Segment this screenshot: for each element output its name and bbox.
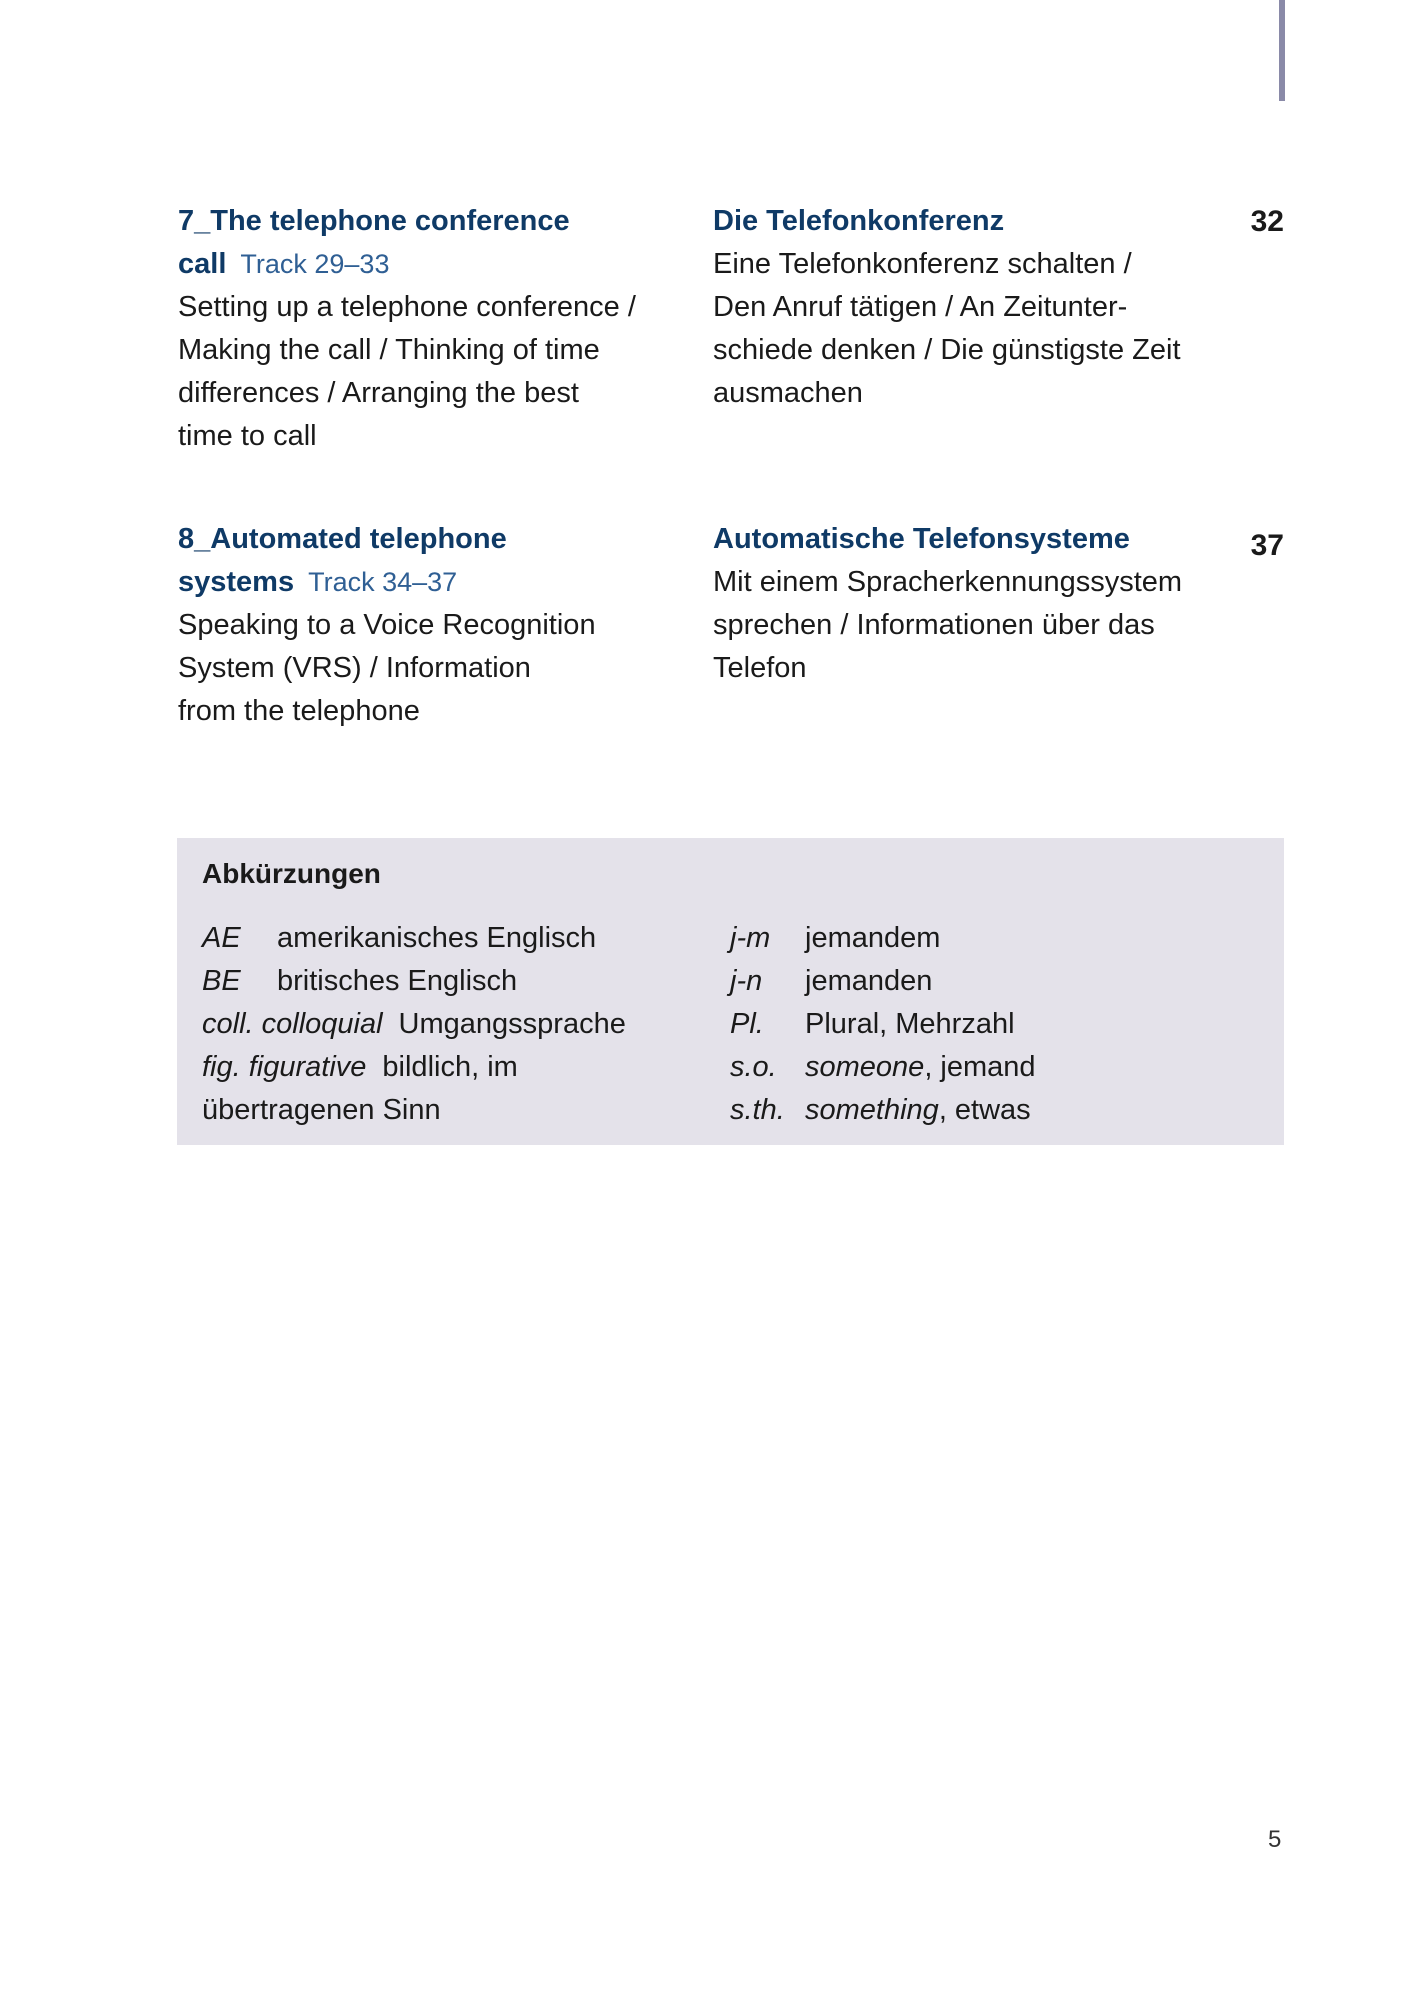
abbreviation: Pl. [730, 1008, 764, 1040]
entry-desc-de-line: schiede denken / Die günstigste Zeit [713, 334, 1181, 366]
page-number: 5 [1268, 1826, 1282, 1853]
abbreviation-meaning: bildlich, im [382, 1051, 518, 1083]
abbreviation-meaning: , etwas [938, 1094, 1031, 1126]
entry-desc-de-line: Telefon [713, 652, 807, 684]
abbreviation: j-m [730, 922, 771, 954]
abbreviation-row [730, 1046, 1250, 1089]
abbreviations-box [177, 838, 1284, 1145]
abbreviation-meaning-english: someone [805, 1051, 925, 1083]
abbreviation-meaning: amerikanisches Englisch [277, 922, 597, 954]
abbreviation-row [730, 960, 1250, 1003]
entry-desc-en-line: time to call [178, 420, 317, 452]
entry-title-en[interactable]: 8_Automated telephone [178, 523, 507, 555]
abbreviation-meaning: jemandem [805, 922, 941, 954]
entry-german [713, 200, 1213, 415]
abbreviation-meaning: britisches Englisch [277, 965, 518, 997]
abbreviation-row [202, 1089, 722, 1132]
abbreviation: fig. figurative [202, 1051, 367, 1083]
abbreviation: AE [202, 922, 241, 954]
entry-english [178, 200, 658, 458]
margin-bar [1279, 0, 1285, 101]
abbreviation-meaning: übertragenen Sinn [202, 1094, 441, 1126]
entry-page-number[interactable]: 37 [1250, 529, 1284, 562]
abbreviation: s.th. [730, 1094, 785, 1126]
entry-desc-de-line: Den Anruf tätigen / An Zeitunter- [713, 291, 1128, 323]
abbreviation-meaning: jemanden [805, 965, 933, 997]
abbreviations-title: Abkürzungen [202, 858, 381, 889]
entry-desc-en-line: System (VRS) / Information [178, 652, 531, 684]
entry-desc-de-line: ausmachen [713, 377, 863, 409]
abbreviation: BE [202, 965, 241, 997]
entry-title-en[interactable]: 7_The telephone conference [178, 205, 570, 237]
entry-title-en-cont[interactable]: call [178, 248, 227, 280]
entry-desc-en-line: Setting up a telephone conference / [178, 291, 636, 323]
entry-desc-en-line: Making the call / Thinking of time [178, 334, 600, 366]
abbreviation-meaning-english: something [805, 1094, 939, 1126]
abbreviation: j-n [730, 965, 763, 997]
abbreviation-meaning: Plural, Mehrzahl [805, 1008, 1015, 1040]
entry-desc-en-line: from the telephone [178, 695, 420, 727]
entry-desc-de-line: Mit einem Spracherkennungssystem [713, 566, 1183, 598]
abbreviation-row [202, 960, 722, 1003]
entry-desc-en-line: differences / Arranging the best [178, 377, 579, 409]
abbreviation-meaning: , jemand [924, 1051, 1036, 1083]
abbreviation-meaning: Umgangssprache [398, 1008, 626, 1040]
entry-desc-de-line: sprechen / Informationen über das [713, 609, 1155, 641]
abbreviations-left [202, 917, 722, 1132]
abbreviation-row [202, 1003, 722, 1046]
abbreviation: s.o. [730, 1051, 777, 1083]
entry-desc-de-line: Eine Telefonkonferenz schalten / [713, 248, 1132, 280]
abbreviation-row [730, 1089, 1250, 1132]
abbreviations-right [730, 917, 1250, 1132]
entry-desc-en-line: Speaking to a Voice Recognition [178, 609, 596, 641]
abbreviation-row [730, 917, 1250, 960]
entry-german [713, 518, 1213, 690]
entry-title-de[interactable]: Die Telefonkonferenz [713, 205, 1005, 237]
entry-title-en-cont[interactable]: systems [178, 566, 295, 598]
entry-title-de[interactable]: Automatische Telefonsysteme [713, 523, 1130, 555]
abbreviation-row [202, 1046, 722, 1089]
abbreviation-row [202, 917, 722, 960]
entry-page-number[interactable]: 32 [1250, 205, 1284, 238]
track-label: Track 29–33 [240, 249, 390, 279]
abbreviation-row [730, 1003, 1250, 1046]
abbreviation: coll. colloquial [202, 1008, 383, 1040]
entry-english [178, 518, 658, 733]
track-label: Track 34–37 [308, 567, 458, 597]
